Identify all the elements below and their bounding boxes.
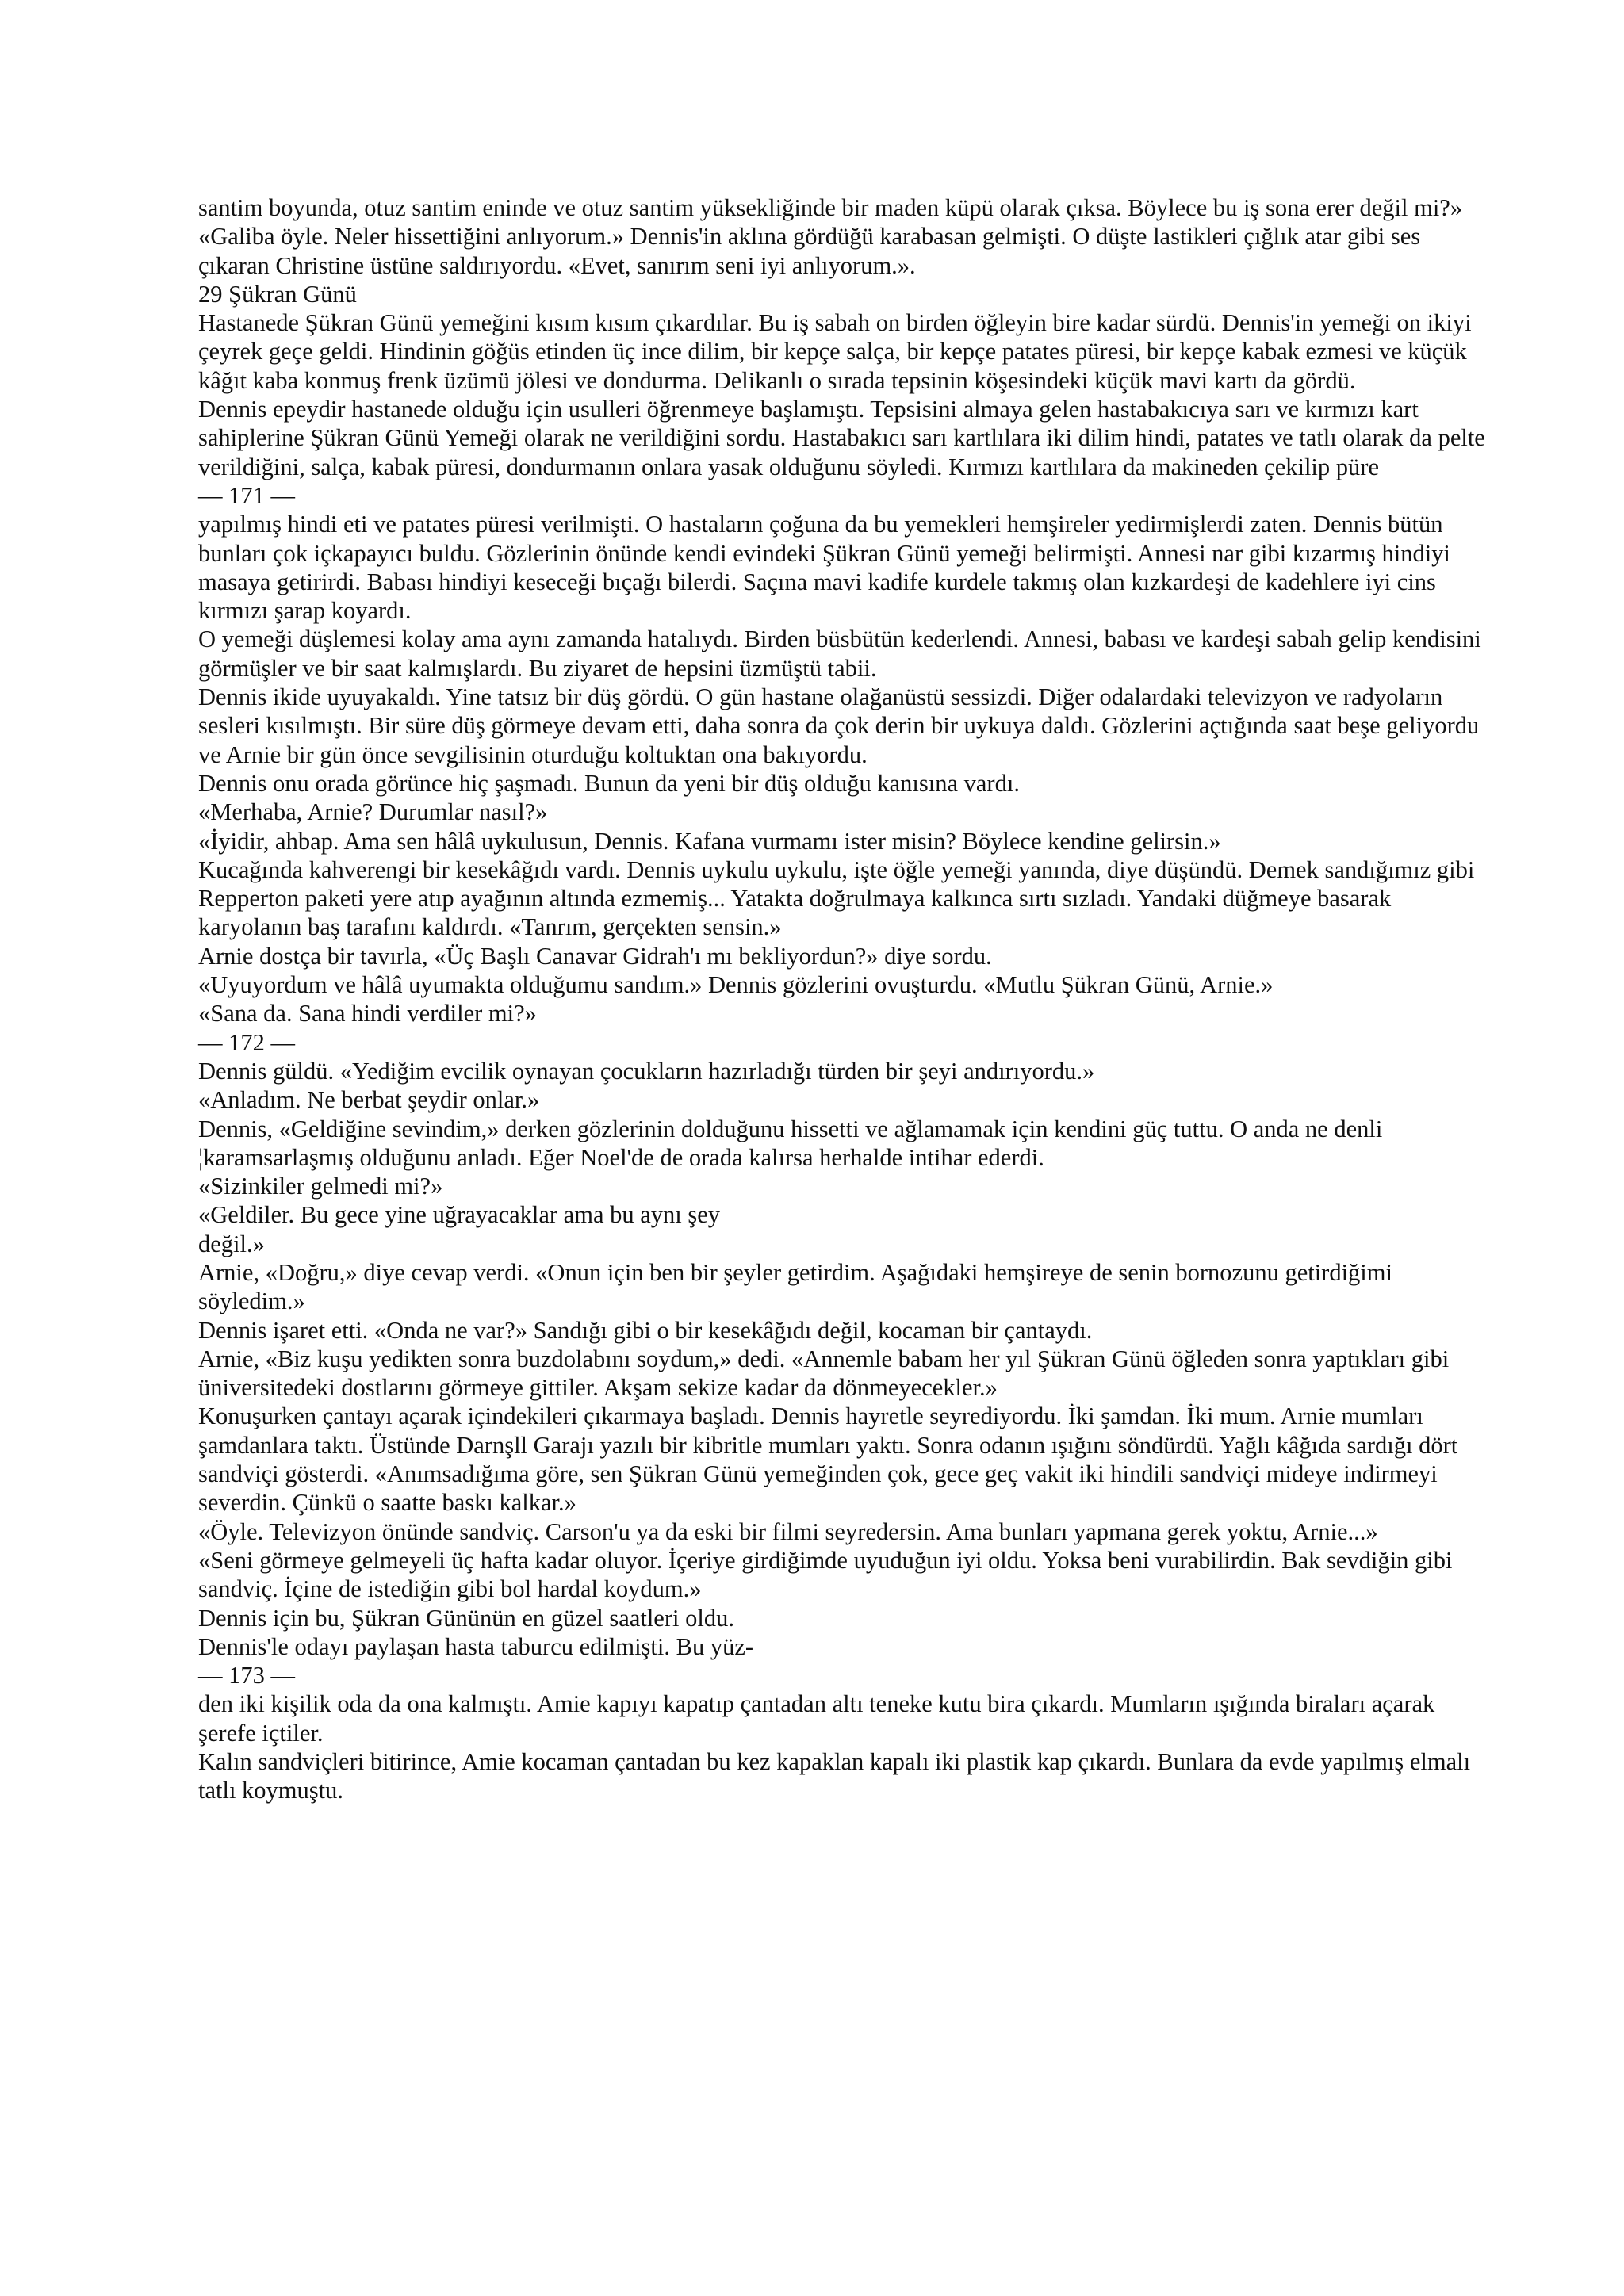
paragraph: Arnie, «Doğru,» diye cevap verdi. «Onun için ben bir şeyler getirdim. Aşağıdaki hemşireye de senin bornozunu getirdiğimi söyledim.» <box>198 1258 1392 1315</box>
paragraph: Kalın sandviçleri bitirince, Amie kocaman çantadan bu kez kapaklan kapalı iki plastik kap çıkardı. Bunlara da evde yapılmış elmalı tatlı koymuştu. <box>198 1748 1471 1804</box>
paragraph: santim boyunda, otuz santim eninde ve otuz santim yüksekliğinde bir maden küpü olarak çıksa. Böylece bu iş sona erer değil mi?» <box>198 194 1463 221</box>
page-number-marker: — 173 — <box>198 1662 295 1689</box>
paragraph: Dennis, «Geldiğine sevindim,» derken gözlerinin dolduğunu hissetti ve ağlamamak için kendini güç tuttu. O anda ne denli ¦karamsarlaşmış olduğunu anladı. Eğer Noel'de de orada kalırsa herhalde intihar ederdi. <box>198 1115 1383 1171</box>
page-number-marker: — 172 — <box>198 1028 295 1056</box>
paragraph: «Geldiler. Bu gece yine uğrayacaklar ama bu aynı şey <box>198 1201 721 1229</box>
paragraph: Dennis işaret etti. «Onda ne var?» Sandığı gibi o bir kesekâğıdı değil, kocaman bir çantaydı. <box>198 1316 1093 1344</box>
paragraph: «İyidir, ahbap. Ama sen hâlâ uykulusun, Dennis. Kafana vurmamı ister misin? Böylece kendine gelirsin.» <box>198 827 1221 855</box>
paragraph: Arnie dostça bir tavırla, «Üç Başlı Canavar Gidrah'ı mı bekliyordun?» diye sordu. <box>198 942 992 970</box>
paragraph: Dennis güldü. «Yediğim evcilik oynayan çocukların hazırladığı türden bir şeyi andırıyordu.» <box>198 1057 1095 1085</box>
paragraph: Hastanede Şükran Günü yemeğini kısım kısım çıkardılar. Bu iş sabah on birden öğleyin bire kadar sürdü. Dennis'in yemeği on ikiyi çeyrek geçe geldi. Hindinin göğüs etinden üç ince dilim, bir kepçe salça, bir kepçe patates püresi, bir kepçe kabak ezmesi ve küçük kâğıt kaba konmuş frenk üzümü jölesi ve dondurma. Delikanlı o sırada tepsinin köşesindeki küçük mavi kartı da gördü. <box>198 309 1472 394</box>
paragraph: Dennis epeydir hastanede olduğu için usulleri öğrenmeye başlamıştı. Tepsisini almaya gelen hastabakıcıya sarı ve kırmızı kart sahiplerine Şükran Günü Yemeği olarak ne verildiğini sordu. Hastabakıcı sarı kartlılara iki dilim hindi, patates ve tatlı olarak da pelte verildiğini, salça, kabak püresi, dondurmanın onlara yasak olduğunu söyledi. Kırmızı kartlılara da makineden çekilip püre <box>198 396 1485 480</box>
paragraph: «Seni görmeye gelmeyeli üç hafta kadar oluyor. İçeriye girdiğimde uyuduğun iyi oldu. Yoksa beni vurabilirdin. Bak sevdiğin gibi sandviç. İçine de istediğin gibi bol hardal koydum.» <box>198 1546 1453 1603</box>
paragraph: «Öyle. Televizyon önünde sandviç. Carson'u ya da eski bir filmi seyredersin. Ama bunları yapmana gerek yoktu, Arnie...» <box>198 1517 1378 1545</box>
paragraph: Dennis'le odayı paylaşan hasta taburcu edilmişti. Bu yüz- <box>198 1632 754 1660</box>
paragraph: Dennis ikide uyuyakaldı. Yine tatsız bir düş gördü. O gün hastane olağanüstü sessizdi. Diğer odalardaki televizyon ve radyoların sesleri kısılmıştı. Bir süre düş görmeye devam etti, daha sonra da çok derin bir uykuya daldı. Gözlerini açtığında saat beşe geliyordu ve Arnie bir gün önce sevgilisinin oturduğu koltuktan ona bakıyordu. <box>198 683 1480 768</box>
paragraph: «Sizinkiler gelmedi mi?» <box>198 1173 443 1200</box>
paragraph: «Galiba öyle. Neler hissettiğini anlıyorum.» Dennis'in aklına gördüğü karabasan gelmişti. O düşte lastikleri çığlık atar gibi ses çıkaran Christine üstüne saldırıyordu. «Evet, sanırım seni iyi anlıyorum.». <box>198 223 1421 279</box>
paragraph: Dennis onu orada görünce hiç şaşmadı. Bunun da yeni bir düş olduğu kanısına vardı. <box>198 769 1020 797</box>
paragraph: den iki kişilik oda da ona kalmıştı. Amie kapıyı kapatıp çantadan altı teneke kutu bira çıkardı. Mumların ışığında biraları açarak şerefe içtiler. <box>198 1690 1435 1747</box>
paragraph: «Anladım. Ne berbat şeydir onlar.» <box>198 1086 540 1114</box>
paragraph: Dennis için bu, Şükran Gününün en güzel saatleri oldu. <box>198 1604 734 1632</box>
paragraph: Konuşurken çantayı açarak içindekileri çıkarmaya başladı. Dennis hayretle seyrediyordu. İki şamdan. İki mum. Arnie mumları şamdanlara taktı. Üstünde Darnşll Garajı yazılı bir kibritle mumları yaktı. Sonra odanın ışığını söndürdü. Yağlı kâğıda sardığı dört sandviçi gösterdi. «Anımsadığıma göre, sen Şükran Günü yemeğinden çok, gece geç vakit iki hindili sandviçi mideye indirmeyi severdin. Çünkü o saatte baskı kalkar.» <box>198 1402 1458 1517</box>
page-number-marker: — 171 — <box>198 481 295 509</box>
paragraph: «Sana da. Sana hindi verdiler mi?» <box>198 1000 537 1027</box>
paragraph: yapılmış hindi eti ve patates püresi verilmişti. O hastaların çoğuna da bu yemekleri hemşireler yedirmişlerdi zaten. Dennis bütün bunları çok içkapayıcı buldu. Gözlerinin önünde kendi evindeki Şükran Günü yemeği belirmişti. Annesi nar gibi kızarmış hindiyi masaya getirirdi. Babası hindiyi keseceği bıçağı bilerdi. Saçına mavi kadife kurdele takmış olan kızkardeşi de kadehlere iyi cins kırmızı şarap koyardı. <box>198 511 1450 625</box>
chapter-heading: 29 Şükran Günü <box>198 280 357 308</box>
paragraph: değil.» <box>198 1230 265 1257</box>
paragraph: «Merhaba, Arnie? Durumlar nasıl?» <box>198 798 548 826</box>
paragraph: O yemeği düşlemesi kolay ama aynı zamanda hatalıydı. Birden büsbütün kederlendi. Annesi, babası ve kardeşi sabah gelip kendisini görmüşler ve bir saat kalmışlardı. Bu ziyaret de hepsini üzmüştü tabii. <box>198 626 1481 682</box>
paragraph: Kucağında kahverengi bir kesekâğıdı vardı. Dennis uykulu uykulu, işte öğle yemeği yanında, diye düşündü. Demek sandığımız gibi Repperton paketi yere atıp ayağının altında ezmemiş... Yatakta doğrulmaya kalkınca sırtı sızladı. Yandaki düğmeye basarak karyolanın baş tarafını kaldırdı. «Tanrım, gerçekten sensin.» <box>198 855 1475 941</box>
paragraph: «Uyuyordum ve hâlâ uyumakta olduğumu sandım.» Dennis gözlerini ovuşturdu. «Mutlu Şükran Günü, Arnie.» <box>198 971 1274 999</box>
document-page <box>198 193 1492 1805</box>
paragraph: Arnie, «Biz kuşu yedikten sonra buzdolabını soydum,» dedi. «Annemle babam her yıl Şükran Günü öğleden sonra yaptıkları gibi üniversitedeki dostlarını görmeye gittiler. Akşam sekize kadar da dönmeyecekler.» <box>198 1345 1450 1402</box>
